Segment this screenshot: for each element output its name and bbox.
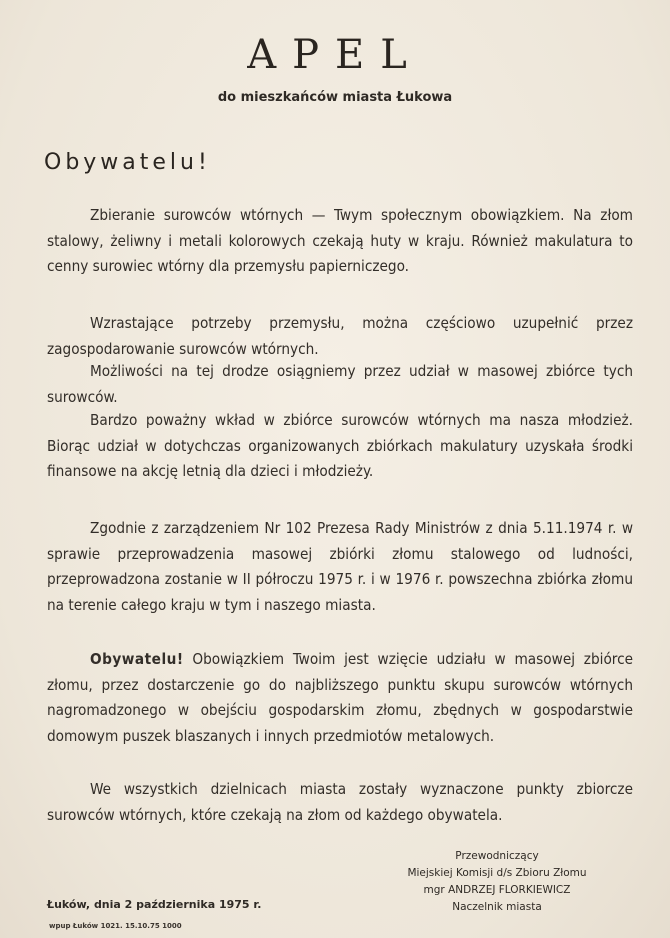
paragraph-4: Bardzo poważny wkład w zbiórce surowców wtórnych ma nasza młodzież. Biorąc udział w dotychczas organizowanych zbiórkach makulatury uzyskała środki finansowe na akcję letnią dla dzieci i młodzieży. <box>47 411 633 480</box>
paragraph-6-lead: Obywatelu! <box>90 650 184 668</box>
salutation: Obywatelu! <box>44 150 211 175</box>
paragraph-6-text: Obowiązkiem Twoim jest wzięcie udziału w masowej zbiórce złomu, przez dostarczenie go do najbliższego punktu skupu surowców wtórnych nagromadzonego w obejściu gospodarskim złomu, zbędnych w gospodarstwie domowym puszek blaszanych i innych przedmiotów metalowych. <box>47 650 633 745</box>
print-note: wpup Łuków 1021. 15.10.75 1000 <box>49 922 182 930</box>
document-title: APEL <box>247 32 423 78</box>
paragraph-6 <box>47 647 633 749</box>
place-date: Łuków, dnia 2 października 1975 r. <box>47 898 262 911</box>
paragraph-3: Możliwości na tej drodze osiągniemy przez udział w masowej zbiórce tych surowców. <box>47 362 633 406</box>
paragraph-1: Zbieranie surowców wtórnych — Twym społecznym obowiązkiem. Na złom stalowy, żeliwny i metali kolorowych czekają huty w kraju. Również makulatura to cenny surowiec wtórny dla przemysłu papierniczego. <box>47 206 633 275</box>
paragraph-7: We wszystkich dzielnicach miasta zostały wyznaczone punkty zbiorcze surowców wtórnych, które czekają na złom od każdego obywatela. <box>47 780 633 824</box>
document-subtitle: do mieszkańców miasta Łukowa <box>217 90 453 105</box>
signature-role: Przewodniczący <box>455 850 539 862</box>
signature-title: Naczelnik miasta <box>452 901 542 913</box>
paragraph-2: Wzrastające potrzeby przemysłu, można częściowo uzupełnić przez zagospodarowanie surowców wtórnych. <box>47 314 633 358</box>
signature-block <box>372 848 622 916</box>
signature-name: mgr ANDRZEJ FLORKIEWICZ <box>423 884 571 896</box>
signature-commission: Miejskiej Komisji d/s Zbioru Złomu <box>407 867 587 879</box>
paragraph-5: Zgodnie z zarządzeniem Nr 102 Prezesa Rady Ministrów z dnia 5.11.1974 r. w sprawie przeprowadzenia masowej zbiórki złomu stalowego od ludności, przeprowadzona zostanie w II półroczu 1975 r. i w 1976 r. powszechna zbiórka złomu na terenie całego kraju w tym i naszego miasta. <box>47 519 633 614</box>
